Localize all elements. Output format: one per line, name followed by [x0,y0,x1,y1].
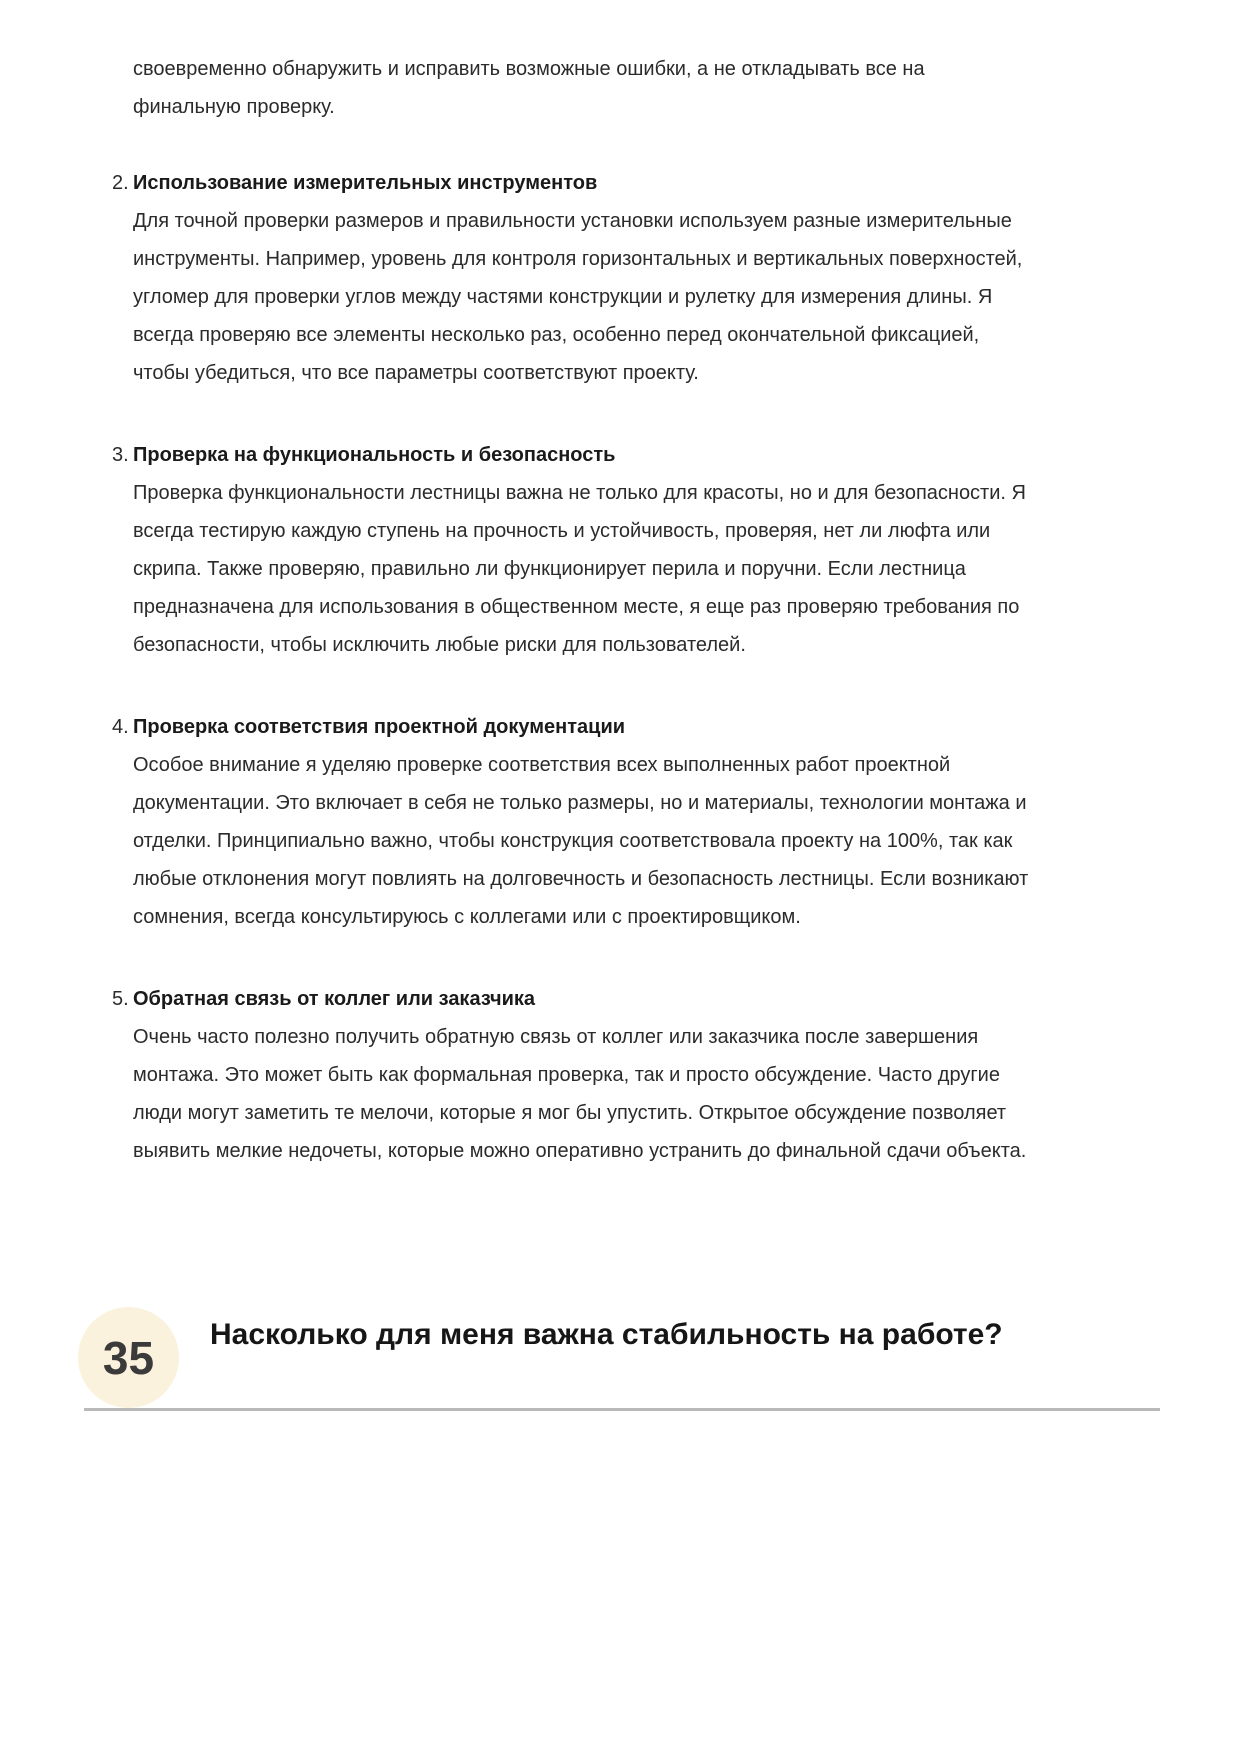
list-item-body: Очень часто полезно получить обратную связь от коллег или заказчика после завершения монтажа. Это может быть как формальная проверка, так и просто обсуждение. Часто другие люди могут заметить те мелочи, которые я мог бы упустить. Открытое обсуждение позволяет выявить мелкие недочеты, которые можно оперативно устранить до финальной сдачи объекта. [133,1026,1027,1162]
list-item-title: Проверка на функциональность и безопасность [133,444,616,466]
list-item-title: Использование измерительных инструментов [133,172,598,194]
list-item-body: Проверка функциональности лестницы важна не только для красоты, но и для безопасности. Я всегда тестирую каждую ступень на прочность и устойчивость, проверяя, нет ли люфта или скрипа. Также проверяю, правильно ли функционирует перила и поручни. Если лестница предназначена для использования в общественном месте, я еще раз проверяю требования по безопасности, чтобы исключить любые риски для пользователей. [133,482,1026,656]
list-item [112,164,1239,392]
list-item-content [133,436,1038,664]
list-item-number: 3. [112,444,129,466]
list-item-content [133,708,1038,936]
list-item [112,980,1239,1170]
question-header [78,1307,1239,1408]
list-item-body: Особое внимание я уделяю проверке соответствия всех выполненных работ проектной документации. Это включает в себя не только размеры, но и материалы, технологии монтажа и отделки. Принципиально важно, чтобы конструкция соответствовала проекту на 100%, так как любые отклонения могут повлиять на долговечность и безопасность лестницы. Если возникают сомнения, всегда консультируюсь с коллегами или с проектировщиком. [133,754,1029,928]
list-item-title: Обратная связь от коллег или заказчика [133,988,536,1010]
list-item [112,436,1239,664]
list-item-title: Проверка соответствия проектной документации [133,716,626,738]
question-title: Насколько для меня важна стабильность на работе? [210,1318,1003,1351]
numbered-list [112,164,1239,1170]
list-item-number: 5. [112,988,129,1010]
list-item-content [133,164,1038,392]
list-item-number: 2. [112,172,129,194]
question-number-badge: 35 [78,1307,179,1408]
list-item-content [133,980,1038,1170]
list-item [112,708,1239,936]
horizontal-divider [84,1408,1160,1411]
list-item-body: Для точной проверки размеров и правильности установки используем разные измерительные инструменты. Например, уровень для контроля горизонтальных и вертикальных поверхностей, угломер для проверки углов между частями конструкции и рулетку для измерения длины. Я всегда проверяю все элементы несколько раз, особенно перед окончательной фиксацией, чтобы убедиться, что все параметры соответствуют проекту. [133,210,1023,384]
list-item-number: 4. [112,716,129,738]
intro-continuation-paragraph: своевременно обнаружить и исправить возможные ошибки, а не откладывать все на финальную проверку. [133,58,925,118]
